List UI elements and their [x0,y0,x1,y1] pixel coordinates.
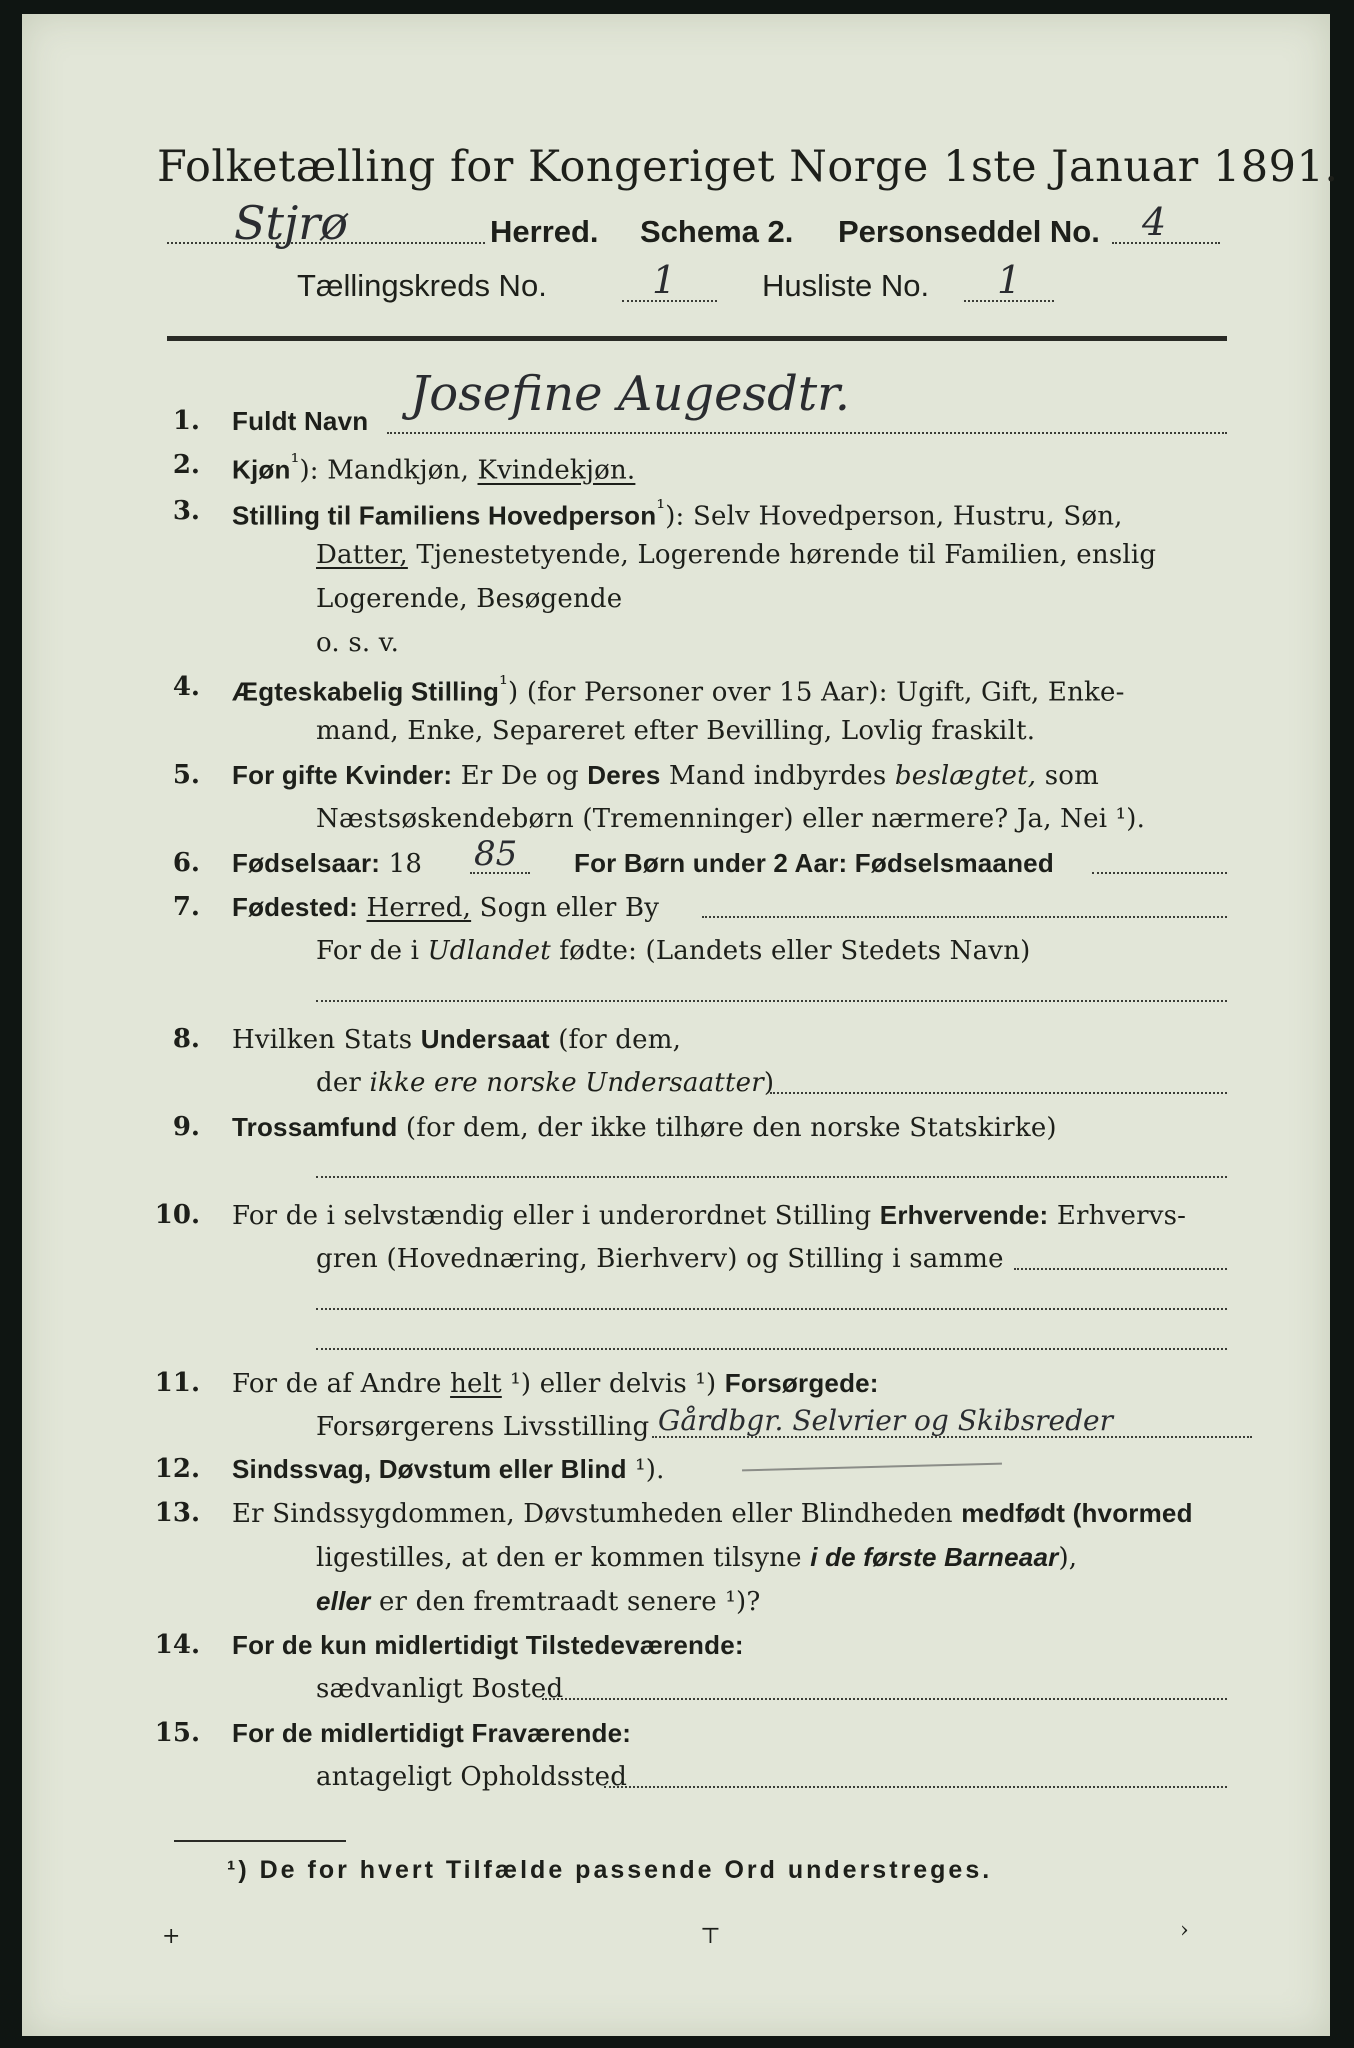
item-4-sup: ¹ [499,672,509,697]
registration-mark-right: › [1180,1918,1189,1943]
item-5-line-1 [232,760,1099,791]
kreds-value: 1 [652,258,677,302]
item-9-dots [316,1176,1227,1178]
husliste-label: Husliste No. [762,268,930,303]
item-4-label: Ægteskabelig Stilling [232,676,500,707]
footnote: ¹) De for hvert Tilfælde passende Ord understreges. [227,1856,993,1884]
item-12-label: Sindssvag, Døvstum eller Blind [232,1454,627,1484]
item-1-label: Fuldt Navn [232,406,369,436]
item-5-rest-c: som [1036,761,1099,791]
item-3-number: 3. [172,496,200,526]
personseddel-label: Personseddel No. [838,214,1100,249]
item-9-label: Trossamfund [232,1112,398,1142]
item-7-label: Fødested: [232,892,359,922]
footnote-rule [174,1840,346,1842]
item-13-l2b: ), [1058,1543,1078,1573]
item-2-line [232,450,635,486]
item-6-line [232,848,422,879]
item-7-l2i: Udlandet [427,936,551,966]
personseddel-value: 4 [1142,200,1167,244]
item-8-l2i: ikke ere norske Undersaatter [369,1068,764,1098]
item-10-l1c: Erhvervs- [1048,1201,1187,1231]
item-8-line-1 [232,1024,681,1055]
item-11-selected: helt [450,1369,502,1399]
item-1-value: Josefine Augesdtr. [410,366,851,422]
herred-label: Herred. [490,214,599,249]
item-2-sup: ¹ [290,450,300,475]
item-1-dots [387,432,1227,434]
item-15-number: 15. [154,1718,200,1748]
item-7-dots [702,916,1227,918]
item-13-l1b: medfødt [961,1498,1066,1528]
item-7-selected: Herred, [366,893,472,923]
census-form-sheet [22,14,1339,2036]
item-10-line-2: gren (Hovednæring, Bierhverv) og Stilling i samme [316,1244,1004,1274]
item-13-l3a: eller [316,1586,371,1616]
item-3-selected: Datter, [316,540,408,570]
item-3-sup: ¹ [656,496,666,521]
item-8-number: 8. [172,1024,200,1054]
item-7-line-1 [232,892,659,923]
item-13-line-1 [232,1498,1193,1529]
item-7-rest: Sogn eller By [471,893,660,923]
item-3-line-2 [316,540,1156,570]
form-title: Folketælling for Kongeriget Norge 1ste Januar 1891. [157,142,1339,192]
item-3-l2-rest: Tjenestetyende, Logerende hørende til Familien, enslig [407,540,1157,570]
item-7-l2b: fødte: (Landets eller Stedets Navn) [550,936,1031,966]
herred-value: Stjrø [234,196,348,250]
item-4-line-2: mand, Enke, Separeret efter Bevilling, Lovlig fraskilt. [316,716,1036,746]
husliste-value: 1 [997,258,1022,302]
item-13-number: 13. [154,1498,200,1528]
item-11-number: 11. [154,1368,200,1398]
item-2-number: 2. [172,450,200,480]
item-14-dots [542,1698,1227,1700]
item-5-rest-a: Er De og [452,761,588,791]
item-14-number: 14. [154,1630,200,1660]
item-11-l1a: For de af Andre [232,1369,451,1399]
item-3-line-4: o. s. v. [316,628,400,658]
item-10-l1b: Erhvervende: [879,1200,1049,1230]
item-6-number: 6. [172,848,200,878]
item-2-selected: Kvindekjøn. [477,455,636,486]
item-14-line-1: For de kun midlertidigt Tilstedeværende: [232,1630,744,1660]
item-4-number: 4. [172,672,200,702]
registration-mark-center: ⊤ [700,1924,721,1949]
item-7-line-2 [316,936,1031,966]
item-10-dots-3 [316,1348,1227,1350]
item-13-l2i: i de første Barneaar [810,1542,1059,1572]
item-3-line-3: Logerende, Besøgende [316,584,623,614]
schema-label: Schema 2. [640,214,794,249]
item-5-bold: Deres [587,760,661,790]
item-11-l1b: ¹) eller delvis ¹) [501,1369,725,1399]
item-10-dots-1 [1014,1268,1227,1270]
item-12-number: 12. [154,1454,200,1484]
item-9-rest: (for dem, der ikke tilhøre den norske Statskirke) [397,1113,1057,1143]
item-6-label: Fødselsaar: [232,848,381,878]
item-5-italic: beslægtet, [894,761,1037,791]
item-8-line-2 [316,1068,774,1098]
item-6-prefix: 18 [380,849,423,879]
item-7-number: 7. [172,892,200,922]
item-1-number: 1. [172,406,200,436]
item-3-line-1 [232,496,1123,532]
item-8-l1b: Undersaat [420,1024,550,1054]
item-6-rest: For Børn under 2 Aar: Fødselsmaaned [574,848,1054,878]
header-rule [167,336,1227,341]
item-9-line [232,1112,1057,1143]
item-5-rest-b: Mand indbyrdes [660,761,895,791]
item-11-line-1 [232,1368,879,1399]
item-6-year-value: 85 [474,834,518,874]
item-6-month-dots [1092,872,1227,874]
item-13-line-3 [316,1586,760,1617]
item-5-label: For gifte Kvinder: [232,760,453,790]
item-15-line-2: antageligt Opholdssted [316,1762,628,1792]
item-13-l1a: Er Sindssygdommen, Døvstumheden eller Blindheden [232,1499,962,1529]
item-14-line-2: sædvanligt Bosted [316,1674,564,1704]
item-4-line-1 [232,672,1125,708]
item-12-pencil-stroke [742,1463,1002,1472]
item-8-l1c: (for dem, [549,1025,682,1055]
item-5-number: 5. [172,760,200,790]
item-13-line-2 [316,1542,1077,1573]
item-12-line [232,1454,665,1485]
item-10-dots-2 [316,1308,1227,1310]
item-5-line-2: Næstsøskendebørn (Tremenninger) eller nærmere? Ja, Nei ¹). [316,804,1146,834]
item-15-dots [604,1786,1227,1788]
item-8-l1a: Hvilken Stats [232,1025,421,1055]
item-2-label: Kjøn [232,454,291,485]
item-15-line-1: For de midlertidigt Fraværende: [232,1718,632,1748]
registration-mark-left: + [162,1924,181,1949]
item-8-l2a: der [316,1068,370,1098]
item-13-l1c: (hvormed [1065,1498,1193,1528]
item-7-blank-dots [316,1000,1227,1002]
kreds-label: Tællingskreds No. [297,268,547,303]
item-10-l1a: For de i selvstændig eller i underordnet Stilling [232,1201,880,1231]
item-7-l2a: For de i [316,936,428,966]
item-2-rest: ): Mandkjøn, [299,455,478,486]
item-3-label: Stilling til Familiens Hovedperson [232,500,657,531]
item-10-number: 10. [154,1200,200,1230]
item-11-line-2: Forsørgerens Livsstilling [316,1412,650,1442]
item-12-rest: ¹). [626,1455,665,1485]
item-11-l1c: Forsørgede: [724,1368,879,1398]
item-10-line-1 [232,1200,1186,1231]
item-8-l2b: ) [763,1068,775,1098]
item-11-value: Gårdbgr. Selvrier og Skibsreder [658,1404,1113,1437]
item-13-l2a: ligestilles, at den er kommen tilsyne [316,1543,811,1573]
item-4-rest: ) (for Personer over 15 Aar): Ugift, Gift, Enke- [508,677,1125,708]
item-13-l3b: er den fremtraadt senere ¹)? [370,1587,761,1617]
item-8-dots [770,1092,1227,1094]
item-3-rest: ): Selv Hovedperson, Hustru, Søn, [665,501,1123,532]
item-9-number: 9. [172,1112,200,1142]
